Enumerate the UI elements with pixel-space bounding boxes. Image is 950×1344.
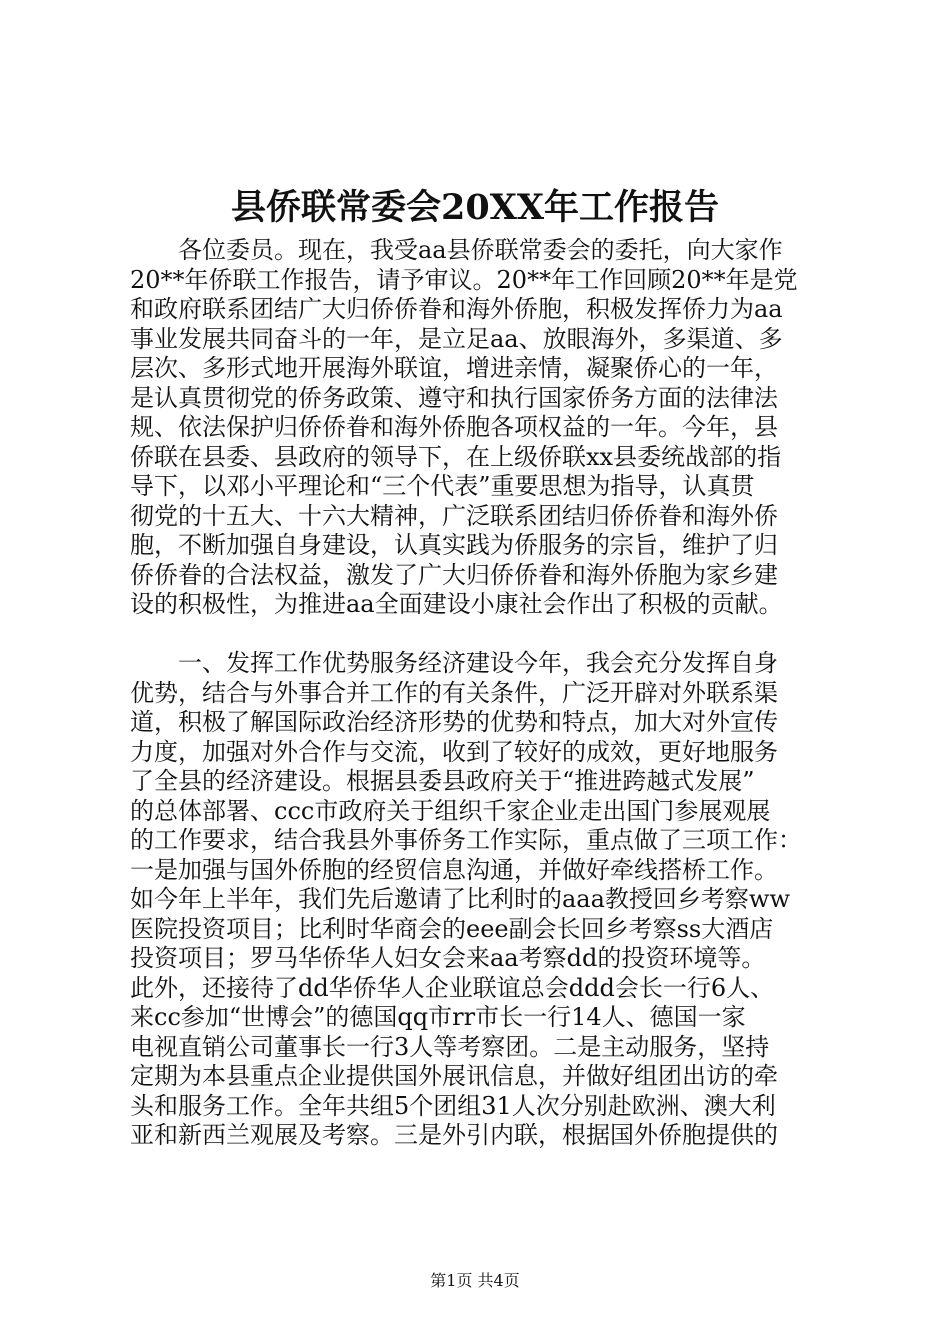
- body-text-line: 设的积极性，为推进aa全面建设小康社会作出了积极的贡献。: [130, 590, 783, 618]
- body-text-line: 此外，还接待了dd华侨华人企业联谊总会ddd会长一行6人、: [130, 973, 775, 1002]
- body-text-line: 头和服务工作。全年共组5个团组31人次分别赴欧洲、澳大利: [130, 1091, 776, 1120]
- body-text-line: 亚和新西兰观展及考察。三是外引内联，根据国外侨胞提供的: [130, 1121, 778, 1149]
- page-footer: 第1页 共4页: [430, 1271, 520, 1290]
- body-text-line: 投资项目；罗马华侨华人妇女会来aa考察dd的投资环境等。: [130, 944, 766, 972]
- body-text-line: 是认真贯彻党的侨务政策、遵守和执行国家侨务方面的法律法: [130, 383, 778, 412]
- body-text-line: 一、发挥工作优势服务经济建设今年，我会充分发挥自身: [130, 649, 778, 677]
- body-text-line: 侨侨眷的合法权益，激发了广大归侨侨眷和海外侨胞为家乡建: [130, 560, 778, 589]
- body-text-line: 优势，结合与外事合并工作的有关条件，广泛开辟对外联系渠: [130, 678, 778, 707]
- body-text-line: 了全县的经济建设。根据县委县政府关于“推进跨越式发展”: [130, 767, 755, 795]
- document-title: 县侨联常委会20XX年工作报告: [230, 187, 720, 228]
- body-text-line: 侨联在县委、县政府的领导下，在上级侨联xx县委统战部的指: [130, 442, 782, 471]
- body-text-line: 导下，以邓小平理论和“三个代表”重要思想为指导，认真贯: [130, 472, 755, 500]
- body-text-line: 一是加强与国外侨胞的经贸信息沟通，并做好牵线搭桥工作。: [130, 855, 778, 884]
- body-text-line: 电视直销公司董事长一行3人等考察团。二是主动服务，坚持: [130, 1032, 770, 1061]
- body-text-line: 医院投资项目；比利时华商会的eee副会长回乡考察ss大酒店: [130, 914, 774, 943]
- body-text-line: 20**年侨联工作报告，请予审议。20**年工作回顾20**年是党: [130, 265, 798, 294]
- body-text-line: 和政府联系团结广大归侨侨眷和海外侨胞，积极发挥侨力为aa: [130, 295, 783, 323]
- body-text-line: 的总体部署、ccc市政府关于组织千家企业走出国门参展观展: [130, 796, 771, 825]
- body-text-line: 如今年上半年，我们先后邀请了比利时的aaa教授回乡考察ww: [130, 885, 791, 913]
- body-text-line: 规、依法保护归侨侨眷和海外侨胞各项权益的一年。今年，县: [130, 413, 778, 441]
- body-text-line: 的工作要求，结合我县外事侨务工作实际，重点做了三项工作：: [130, 826, 802, 854]
- body-text-line: 彻党的十五大、十六大精神，广泛联系团结归侨侨眷和海外侨: [130, 501, 778, 530]
- body-text-line: 力度，加强对外合作与交流，收到了较好的成效，更好地服务: [130, 737, 778, 766]
- body-text-line: 各位委员。现在，我受aa县侨联常委会的委托，向大家作: [130, 236, 783, 264]
- body-text-line: 胞，不断加强自身建设，认真实践为侨服务的宗旨，维护了归: [130, 531, 778, 559]
- body-text-line: 事业发展共同奋斗的一年，是立足aa、放眼海外，多渠道、多: [130, 324, 783, 353]
- body-text-line: 道，积极了解国际政治经济形势的优势和特点，加大对外宣传: [130, 708, 778, 736]
- report-body: [130, 236, 830, 1151]
- body-text-line: 层次、多形式地开展海外联谊，增进亲情，凝聚侨心的一年，: [130, 354, 778, 382]
- body-text-line: 定期为本县重点企业提供国外展讯信息，并做好组团出访的牵: [130, 1062, 778, 1090]
- body-text-line: 来cc参加“世博会”的德国qq市rr市长一行14人、德国一家: [130, 1003, 746, 1031]
